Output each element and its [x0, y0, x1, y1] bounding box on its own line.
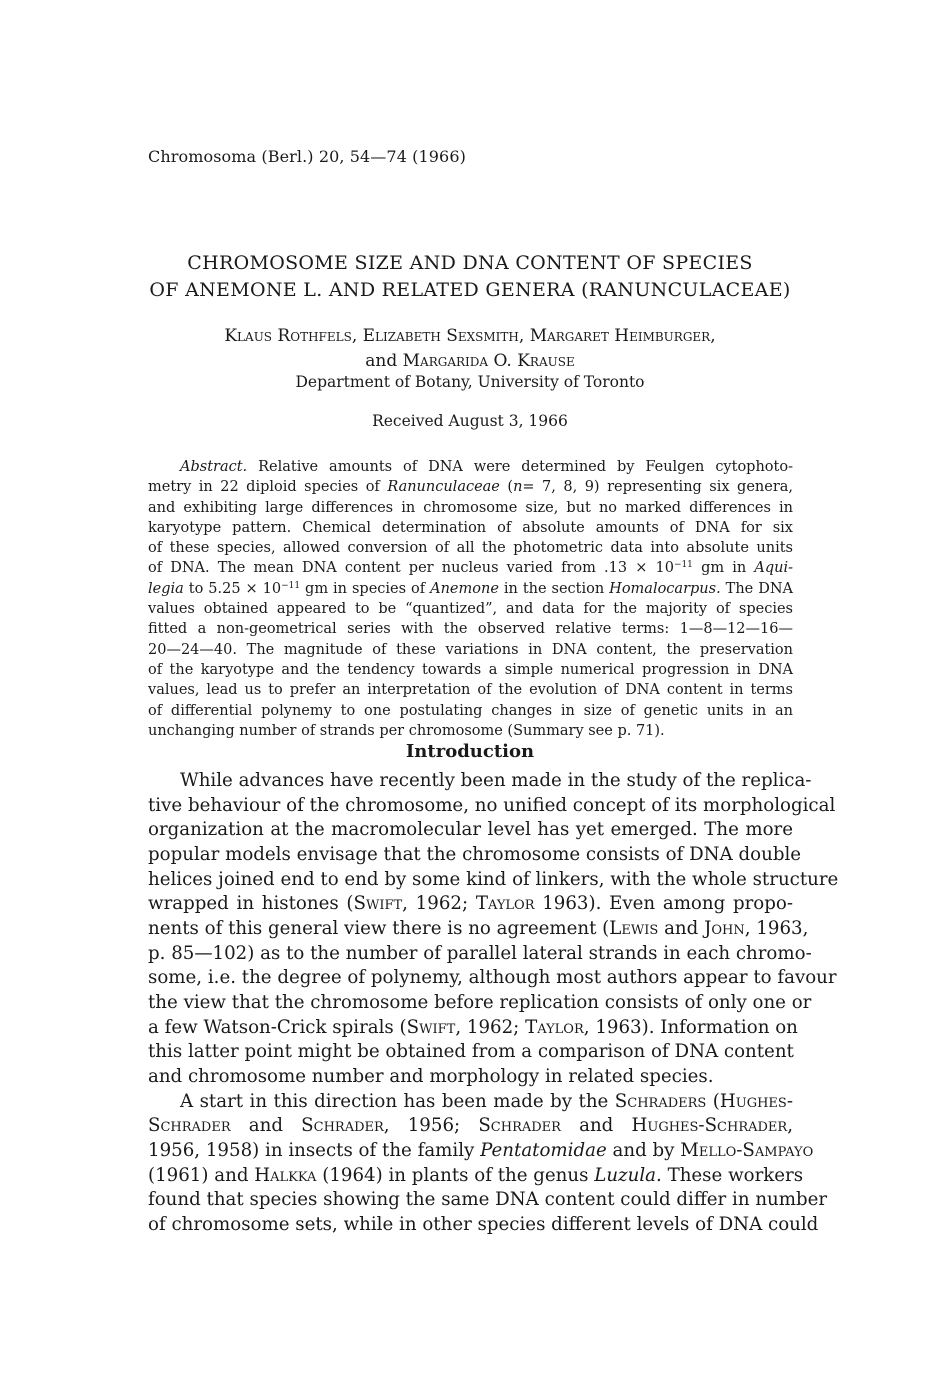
body-line: 1956, 1958) in insects of the family Pentatomidae and by Mello-Sampayo: [148, 1139, 814, 1161]
section-heading-introduction: Introduction: [405, 741, 535, 762]
body-line: this latter point might be obtained from a comparison of DNA content: [148, 1041, 794, 1063]
citation-author: Hughes-Schrader: [631, 1115, 788, 1137]
affiliation: Department of Botany, University of Toronto: [295, 373, 645, 391]
body-line: some, i.e. the degree of polynemy, although most authors appear to favour: [148, 967, 837, 989]
author-line-1: [140, 324, 800, 349]
abstract-line: of the karyotype and the tendency towards a simple numerical progression in DNA: [148, 661, 793, 678]
body-line: Schrader and Schrader, 1956; Schrader and Hughes-Schrader,: [148, 1115, 793, 1137]
author-name: Klaus Rothfels,: [224, 326, 358, 346]
paragraph-2: [148, 1090, 828, 1238]
body-line: While advances have recently been made in the study of the replica-: [180, 770, 812, 791]
citation-author: Taylor: [475, 893, 535, 915]
introduction-body: [148, 769, 839, 1237]
abstract-line: unchanging number of strands per chromosome (Summary see p. 71).: [148, 722, 665, 739]
citation-author: Swift: [353, 893, 403, 915]
body-line: found that species showing the same DNA content could differ in number: [148, 1189, 828, 1211]
body-line: p. 85—102) as to the number of parallel lateral strands in each chromo-: [148, 942, 812, 964]
abstract-label: Abstract.: [180, 459, 248, 475]
article-title: [140, 250, 800, 304]
title-line-1: CHROMOSOME SIZE AND DNA CONTENT OF SPECIES: [187, 252, 753, 274]
abstract-line: Abstract. Relative amounts of DNA were determined by Feulgen cytophoto-: [180, 459, 793, 475]
body-line: and chromosome number and morphology in related species.: [148, 1065, 714, 1087]
citation-author: Swift: [406, 1016, 456, 1038]
citation-author: Mello-Sampayo: [680, 1139, 814, 1161]
citation-author: Schrader: [478, 1115, 561, 1137]
abstract-line: metry in 22 diploid species of Ranunculaceae (n= 7, 8, 9) representing six genera,: [148, 479, 794, 496]
abstract-line: fitted a non-geometrical series with the observed relative terms: 1—8—12—16—: [148, 621, 793, 638]
abstract-line: karyotype pattern. Chemical determination of absolute amounts of DNA for six: [148, 519, 793, 536]
journal-citation: Chromosoma (Berl.) 20, 54—74 (1966): [148, 147, 466, 166]
citation-author: Hughes-: [719, 1090, 793, 1112]
author-list: [140, 324, 800, 374]
body-line: a few Watson-Crick spirals (Swift, 1962; Taylor, 1963). Information on: [148, 1016, 798, 1038]
citation-author: John: [704, 917, 745, 939]
abstract-line: legia to $5.25 \times 10^{-11}$ gm in species of Anemone in the section Homalocarpus. The DNA: [148, 580, 793, 597]
body-line: (1961) and Halkka (1964) in plants of the genus Luzula. These workers: [148, 1164, 804, 1186]
abstract-line: of DNA. The mean DNA content per nucleus varied from $.13 \times 10^{-11}$ gm in Aqui-: [148, 560, 794, 577]
body-line: of chromosome sets, while in other species different levels of DNA could: [148, 1213, 819, 1235]
citation-author: Lewis: [609, 917, 659, 939]
abstract-line: of differential polynemy to one postulating changes in size of genetic units in an: [148, 702, 793, 719]
abstract-line: and exhibiting large differences in chromosome size, but no marked differences in: [148, 499, 793, 516]
author-name: Elizabeth Sexsmith,: [362, 326, 525, 346]
paragraph-1: [148, 769, 839, 1090]
author-name: Margaret Heimburger,: [529, 326, 716, 346]
body-line: the view that the chromosome before replication consists of only one or: [148, 991, 812, 1013]
citation-author: Schraders: [614, 1090, 707, 1112]
received-date: Received August 3, 1966: [372, 412, 568, 430]
author-line-2: [140, 349, 800, 374]
author-conjunction: and: [365, 351, 398, 371]
abstract-line: values obtained appeared to be “quantized”, and data for the majority of species: [148, 601, 793, 618]
citation-author: Schrader: [148, 1115, 231, 1137]
body-line: wrapped in histones (Swift, 1962; Taylor 1963). Even among propo-: [148, 893, 793, 915]
author-name: Margarida O. Krause: [402, 351, 575, 371]
abstract-line: of these species, allowed conversion of all the photometric data into absolute units: [148, 540, 793, 557]
body-line: A start in this direction has been made by the Schraders (Hughes-: [180, 1090, 793, 1112]
abstract-line: values, lead us to prefer an interpretation of the evolution of DNA content in terms: [148, 682, 793, 699]
body-line: tive behaviour of the chromosome, no unified concept of its morphological: [148, 794, 836, 816]
body-line: helices joined end to end by some kind of linkers, with the whole structure: [148, 868, 839, 890]
body-line: popular models envisage that the chromosome consists of DNA double: [148, 843, 802, 865]
abstract: [148, 457, 793, 741]
body-line: nents of this general view there is no agreement (Lewis and John, 1963,: [148, 917, 809, 939]
abstract-line: 20—24—40. The magnitude of these variations in DNA content, the preservation: [148, 641, 793, 658]
body-line: organization at the macromolecular level has yet emerged. The more: [148, 819, 793, 841]
citation-author: Halkka: [254, 1164, 317, 1186]
citation-author: Taylor: [525, 1016, 584, 1038]
citation-author: Schrader: [301, 1115, 384, 1137]
title-line-2: OF ANEMONE L. AND RELATED GENERA (RANUNCULACEAE): [149, 279, 791, 301]
